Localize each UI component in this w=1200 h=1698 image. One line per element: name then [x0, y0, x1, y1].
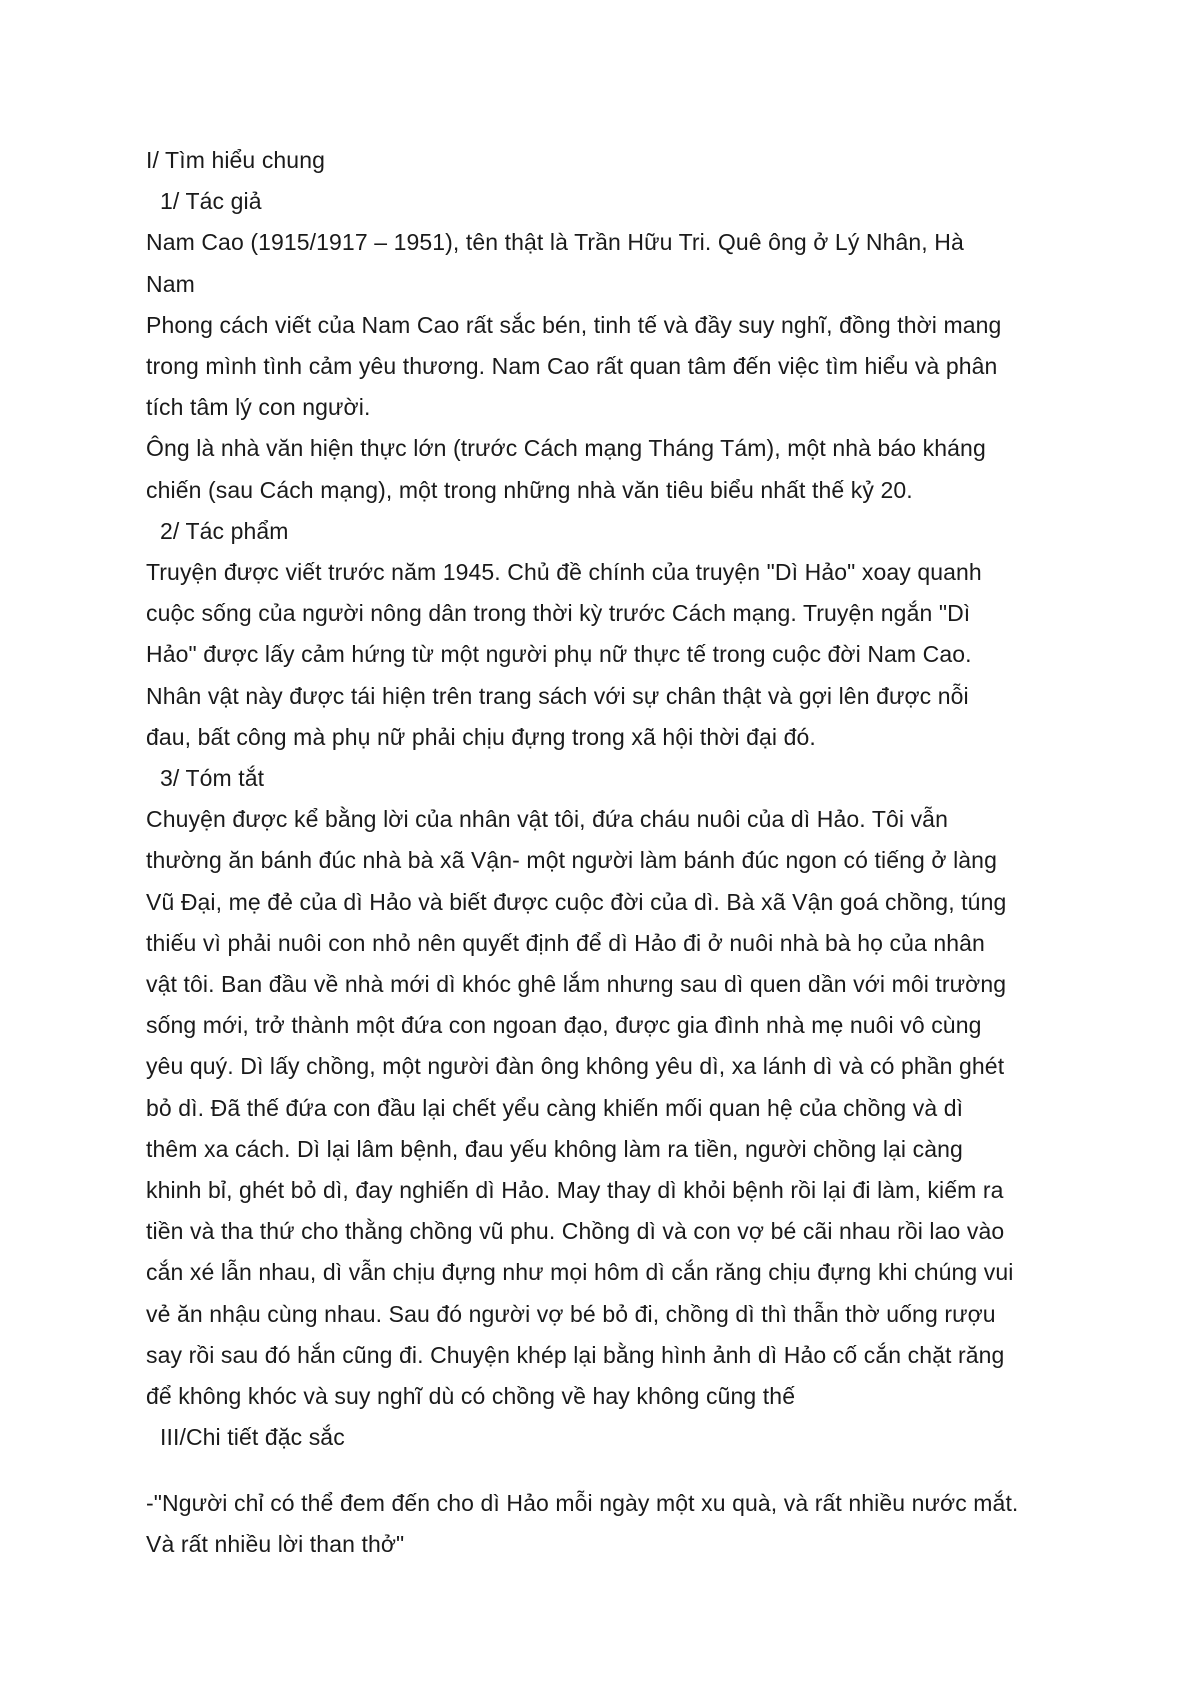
subheading-tom-tat: 3/ Tóm tắt [160, 765, 265, 792]
text-line: Hảo" được lấy cảm hứng từ một người phụ nữ thực tế trong cuộc đời Nam Cao. [146, 641, 972, 668]
text-line: say rồi sau đó hắn cũng đi. Chuyện khép lại bằng hình ảnh dì Hảo cố cắn chặt răng [146, 1341, 1005, 1368]
text-line: đau, bất công mà phụ nữ phải chịu đựng trong xã hội thời đại đó. [146, 723, 816, 750]
text-line: sống mới, trở thành một đứa con ngoan đạo, được gia đình nhà mẹ nuôi vô cùng [146, 1012, 982, 1039]
text-line: bỏ dì. Đã thế đứa con đầu lại chết yểu càng khiến mối quan hệ của chồng và dì [146, 1094, 964, 1121]
text-line: Nam [146, 270, 195, 297]
quote-line: Và rất nhiều lời than thở" [146, 1530, 405, 1557]
subheading-tac-gia: 1/ Tác giả [160, 188, 262, 215]
text-line: Nam Cao (1915/1917 – 1951), tên thật là Trần Hữu Tri. Quê ông ở Lý Nhân, Hà [146, 229, 964, 256]
text-line: tiền và tha thứ cho thằng chồng vũ phu. Chồng dì và con vợ bé cãi nhau rồi lao vào [146, 1218, 1005, 1245]
text-line: thiếu vì phải nuôi con nhỏ nên quyết định để dì Hảo đi ở nuôi nhà bà họ của nhân [146, 929, 985, 956]
text-line: Phong cách viết của Nam Cao rất sắc bén, tinh tế và đầy suy nghĩ, đồng thời mang [146, 311, 1002, 338]
subheading-chi-tiet-dac-sac: III/Chi tiết đặc sắc [160, 1424, 345, 1451]
text-line: thường ăn bánh đúc nhà bà xã Vận- một người làm bánh đúc ngon có tiếng ở làng [146, 847, 997, 874]
text-line: trong mình tình cảm yêu thương. Nam Cao rất quan tâm đến việc tìm hiểu và phân [146, 353, 998, 380]
text-line: cuộc sống của người nông dân trong thời kỳ trước Cách mạng. Truyện ngắn "Dì [146, 600, 971, 627]
quote-line: -"Người chỉ có thể đem đến cho dì Hảo mỗi ngày một xu quà, và rất nhiều nước mắt. [146, 1489, 1019, 1516]
text-line: chiến (sau Cách mạng), một trong những nhà văn tiêu biểu nhất thế kỷ 20. [146, 476, 913, 503]
text-line: Ông là nhà văn hiện thực lớn (trước Cách mạng Tháng Tám), một nhà báo kháng [146, 435, 986, 462]
text-line: Chuyện được kể bằng lời của nhân vật tôi, đứa cháu nuôi của dì Hảo. Tôi vẫn [146, 806, 948, 833]
document-page [146, 140, 1086, 1565]
text-line: khinh bỉ, ghét bỏ dì, đay nghiến dì Hảo. May thay dì khỏi bệnh rồi lại đi làm, kiếm ra [146, 1177, 1004, 1204]
heading-tim-hieu-chung: I/ Tìm hiểu chung [146, 147, 325, 173]
text-line: Nhân vật này được tái hiện trên trang sách với sự chân thật và gợi lên được nỗi [146, 682, 969, 709]
text-line: thêm xa cách. Dì lại lâm bệnh, đau yếu không làm ra tiền, người chồng lại càng [146, 1135, 963, 1162]
subheading-tac-pham: 2/ Tác phẩm [160, 517, 289, 544]
text-line: tích tâm lý con người. [146, 394, 371, 421]
text-line: cắn xé lẫn nhau, dì vẫn chịu đựng như mọi hôm dì cắn răng chịu đựng khi chúng vui [146, 1259, 1014, 1286]
text-line: vật tôi. Ban đầu về nhà mới dì khóc ghê lắm nhưng sau dì quen dần với môi trường [146, 971, 1007, 998]
text-line: Vũ Đại, mẹ đẻ của dì Hảo và biết được cuộc đời của dì. Bà xã Vận goá chồng, túng [146, 888, 1007, 915]
text-line: để không khóc và suy nghĩ dù có chồng về hay không cũng thế [146, 1383, 796, 1410]
text-line: yêu quý. Dì lấy chồng, một người đàn ông không yêu dì, xa lánh dì và có phần ghét [146, 1053, 1005, 1080]
paragraph-gap [146, 1459, 1086, 1483]
text-line: vẻ ăn nhậu cùng nhau. Sau đó người vợ bé bỏ đi, chồng dì thì thẫn thờ uống rượu [146, 1300, 996, 1327]
text-line: Truyện được viết trước năm 1945. Chủ đề chính của truyện "Dì Hảo" xoay quanh [146, 559, 982, 586]
